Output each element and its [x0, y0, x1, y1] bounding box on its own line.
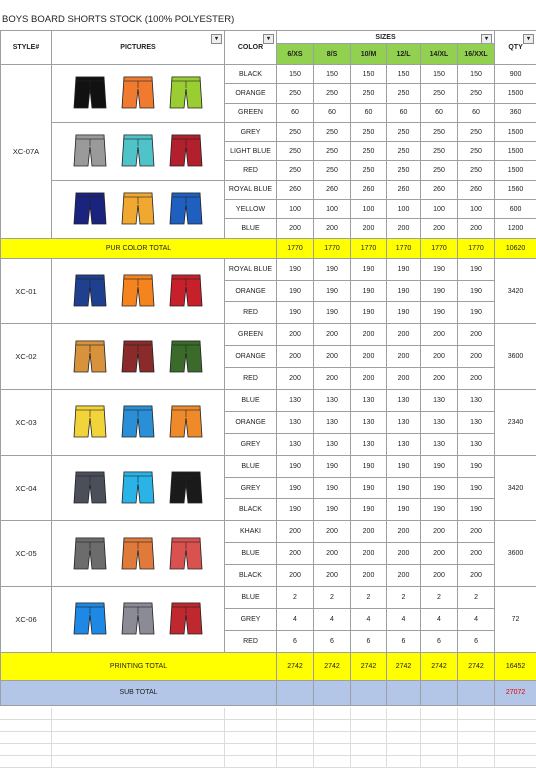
size-cell: 250: [458, 142, 495, 161]
picture-cell: [52, 521, 225, 587]
size-cell: 200: [387, 521, 421, 543]
color-cell: BLUE: [225, 543, 277, 565]
size-cell: 200: [351, 543, 387, 565]
size-cell: 60: [458, 103, 495, 122]
size-cell: 60: [351, 103, 387, 122]
header-sizes: SIZES ▾: [277, 31, 495, 44]
size-cell: 190: [421, 499, 458, 521]
size-cell: 190: [387, 302, 421, 324]
size-cell: 190: [387, 280, 421, 302]
size-cell: 4: [351, 608, 387, 630]
size-cell: 250: [387, 142, 421, 161]
size-cell: 200: [421, 219, 458, 238]
color-cell: LIGHT BLUE: [225, 142, 277, 161]
shorts-image: [169, 273, 203, 309]
shorts-image: [169, 133, 203, 169]
size-cell: 250: [314, 161, 351, 180]
color-cell: GREY: [225, 477, 277, 499]
size-cell: 100: [314, 200, 351, 219]
sub-total-empty: [458, 680, 495, 705]
size-header: 8/S: [314, 44, 351, 65]
size-cell: 200: [458, 521, 495, 543]
size-cell: 130: [277, 433, 314, 455]
size-cell: 130: [314, 390, 351, 412]
size-header: 12/L: [387, 44, 421, 65]
pur-total-cell: 1770: [387, 238, 421, 258]
style-id: XC-01: [1, 258, 52, 324]
size-cell: 200: [421, 368, 458, 390]
size-cell: 250: [387, 84, 421, 103]
size-cell: 190: [421, 258, 458, 280]
qty-cell: 1200: [495, 219, 536, 238]
size-cell: 130: [421, 390, 458, 412]
color-cell: BLUE: [225, 455, 277, 477]
size-cell: 190: [277, 280, 314, 302]
color-cell: RED: [225, 161, 277, 180]
size-cell: 150: [387, 65, 421, 84]
header-qty: QTY ▾: [495, 31, 536, 65]
size-cell: 190: [351, 258, 387, 280]
size-cell: 190: [458, 499, 495, 521]
size-cell: 190: [351, 499, 387, 521]
filter-dropdown-icon[interactable]: ▾: [481, 34, 492, 44]
size-cell: 100: [387, 200, 421, 219]
shorts-image: [73, 339, 107, 375]
size-cell: 190: [277, 258, 314, 280]
shorts-image: [73, 75, 107, 111]
size-cell: 260: [351, 180, 387, 199]
qty-cell: 600: [495, 200, 536, 219]
shorts-image: [169, 75, 203, 111]
color-cell: BLACK: [225, 65, 277, 84]
size-cell: 200: [421, 565, 458, 587]
size-cell: 200: [387, 219, 421, 238]
size-cell: 200: [351, 368, 387, 390]
size-cell: 250: [351, 161, 387, 180]
size-cell: 200: [277, 521, 314, 543]
style-id: XC-02: [1, 324, 52, 390]
qty-cell: 1560: [495, 180, 536, 199]
filter-dropdown-icon[interactable]: ▾: [263, 34, 274, 44]
size-cell: 130: [314, 433, 351, 455]
qty-cell: 900: [495, 65, 536, 84]
shorts-image: [169, 470, 203, 506]
size-cell: 2: [277, 587, 314, 609]
size-cell: 260: [421, 180, 458, 199]
size-cell: 200: [458, 346, 495, 368]
size-cell: 190: [351, 477, 387, 499]
shorts-image: [169, 339, 203, 375]
size-cell: 250: [314, 122, 351, 141]
size-cell: 6: [458, 630, 495, 652]
size-cell: 190: [458, 455, 495, 477]
sheet-title: BOYS BOARD SHORTS STOCK (100% POLYESTER): [2, 14, 235, 25]
qty-cell: 1500: [495, 122, 536, 141]
printing-total-cell: 2742: [387, 652, 421, 680]
size-cell: 250: [421, 84, 458, 103]
size-cell: 130: [387, 390, 421, 412]
size-cell: 100: [421, 200, 458, 219]
color-cell: RED: [225, 368, 277, 390]
header-color: COLOR ▾: [225, 31, 277, 65]
style-id: XC-04: [1, 455, 52, 521]
size-cell: 250: [421, 122, 458, 141]
size-cell: 130: [387, 411, 421, 433]
size-cell: 150: [277, 65, 314, 84]
size-cell: 200: [351, 346, 387, 368]
size-cell: 4: [387, 608, 421, 630]
shorts-image: [73, 470, 107, 506]
size-cell: 190: [421, 455, 458, 477]
style-id: XC-07A: [1, 65, 52, 239]
pur-total-cell: 1770: [421, 238, 458, 258]
size-cell: 190: [277, 302, 314, 324]
pur-total-cell: 1770: [351, 238, 387, 258]
size-cell: 6: [351, 630, 387, 652]
picture-cell: [52, 65, 225, 123]
qty-cell: 3600: [495, 324, 536, 390]
shorts-image: [121, 601, 155, 637]
size-cell: 130: [351, 433, 387, 455]
shorts-image: [121, 191, 155, 227]
size-cell: 190: [314, 302, 351, 324]
size-cell: 100: [351, 200, 387, 219]
color-cell: ORANGE: [225, 346, 277, 368]
size-cell: 190: [351, 280, 387, 302]
size-cell: 200: [421, 346, 458, 368]
qty-cell: 1500: [495, 161, 536, 180]
color-cell: KHAKI: [225, 521, 277, 543]
color-cell: ORANGE: [225, 84, 277, 103]
shorts-image: [121, 536, 155, 572]
size-cell: 200: [351, 219, 387, 238]
color-cell: BLUE: [225, 390, 277, 412]
size-cell: 200: [351, 565, 387, 587]
size-cell: 200: [458, 565, 495, 587]
size-cell: 250: [387, 122, 421, 141]
size-cell: 200: [458, 324, 495, 346]
size-cell: 2: [421, 587, 458, 609]
shorts-image: [73, 536, 107, 572]
shorts-image: [121, 273, 155, 309]
size-cell: 250: [277, 142, 314, 161]
size-cell: 6: [421, 630, 458, 652]
size-cell: 200: [277, 368, 314, 390]
size-cell: 130: [351, 411, 387, 433]
size-cell: 190: [277, 499, 314, 521]
size-cell: 190: [421, 280, 458, 302]
pur-total-label: PUR COLOR TOTAL: [1, 238, 277, 258]
size-cell: 190: [458, 258, 495, 280]
size-cell: 6: [387, 630, 421, 652]
size-header: 16/XXL: [458, 44, 495, 65]
filter-dropdown-icon[interactable]: ▾: [211, 34, 222, 44]
color-cell: BLUE: [225, 219, 277, 238]
size-cell: 150: [421, 65, 458, 84]
size-cell: 190: [277, 455, 314, 477]
pur-total-cell: 1770: [314, 238, 351, 258]
size-cell: 250: [458, 122, 495, 141]
size-cell: 130: [351, 390, 387, 412]
size-cell: 200: [314, 346, 351, 368]
size-cell: 200: [387, 368, 421, 390]
size-cell: 2: [314, 587, 351, 609]
size-cell: 190: [458, 302, 495, 324]
sub-total-empty: [351, 680, 387, 705]
qty-cell: 3420: [495, 258, 536, 324]
size-cell: 200: [458, 368, 495, 390]
size-cell: 190: [314, 477, 351, 499]
size-cell: 250: [314, 84, 351, 103]
pur-total-cell: 1770: [458, 238, 495, 258]
size-cell: 190: [351, 455, 387, 477]
size-cell: 190: [458, 280, 495, 302]
sub-total-empty: [314, 680, 351, 705]
size-cell: 190: [387, 258, 421, 280]
size-cell: 200: [314, 565, 351, 587]
shorts-image: [121, 133, 155, 169]
size-cell: 250: [351, 84, 387, 103]
size-cell: 200: [387, 565, 421, 587]
size-cell: 200: [421, 521, 458, 543]
size-cell: 260: [458, 180, 495, 199]
color-cell: BLACK: [225, 499, 277, 521]
size-cell: 260: [314, 180, 351, 199]
picture-cell: [52, 455, 225, 521]
size-cell: 250: [421, 161, 458, 180]
size-cell: 2: [351, 587, 387, 609]
size-cell: 100: [458, 200, 495, 219]
size-cell: 200: [351, 324, 387, 346]
printing-total-qty: 16452: [495, 652, 536, 680]
shorts-image: [73, 133, 107, 169]
picture-cell: [52, 122, 225, 180]
size-cell: 250: [458, 84, 495, 103]
size-cell: 130: [458, 390, 495, 412]
picture-cell: [52, 390, 225, 456]
size-cell: 130: [458, 411, 495, 433]
color-cell: RED: [225, 302, 277, 324]
size-cell: 250: [277, 161, 314, 180]
header-style: STYLE#: [1, 31, 52, 65]
shorts-image: [73, 404, 107, 440]
size-cell: 130: [421, 433, 458, 455]
picture-cell: [52, 324, 225, 390]
style-id: XC-03: [1, 390, 52, 456]
size-cell: 60: [277, 103, 314, 122]
picture-cell: [52, 587, 225, 653]
shorts-image: [121, 470, 155, 506]
size-cell: 60: [314, 103, 351, 122]
size-cell: 260: [387, 180, 421, 199]
sub-total-label: SUB TOTAL: [1, 680, 277, 705]
size-cell: 250: [387, 161, 421, 180]
size-cell: 200: [421, 324, 458, 346]
size-cell: 4: [314, 608, 351, 630]
sub-total-qty: 27072: [495, 680, 536, 705]
size-cell: 130: [458, 433, 495, 455]
size-cell: 190: [351, 302, 387, 324]
size-cell: 200: [277, 565, 314, 587]
size-header: 6/XS: [277, 44, 314, 65]
size-cell: 4: [277, 608, 314, 630]
printing-total-cell: 2742: [458, 652, 495, 680]
color-cell: ROYAL BLUE: [225, 180, 277, 199]
size-cell: 6: [277, 630, 314, 652]
shorts-image: [169, 404, 203, 440]
size-cell: 190: [314, 258, 351, 280]
shorts-image: [121, 404, 155, 440]
shorts-image: [169, 191, 203, 227]
printing-total-cell: 2742: [351, 652, 387, 680]
sub-total-empty: [421, 680, 458, 705]
color-cell: GREEN: [225, 324, 277, 346]
size-cell: 200: [387, 324, 421, 346]
color-cell: ROYAL BLUE: [225, 258, 277, 280]
size-cell: 250: [351, 142, 387, 161]
shorts-image: [169, 536, 203, 572]
size-cell: 190: [314, 280, 351, 302]
color-cell: RED: [225, 630, 277, 652]
style-id: XC-06: [1, 587, 52, 653]
size-cell: 60: [421, 103, 458, 122]
size-cell: 200: [314, 219, 351, 238]
header-pictures: PICTURES ▾: [52, 31, 225, 65]
size-cell: 190: [277, 477, 314, 499]
size-cell: 6: [314, 630, 351, 652]
size-cell: 150: [314, 65, 351, 84]
size-cell: 260: [277, 180, 314, 199]
sub-total-empty: [387, 680, 421, 705]
size-cell: 130: [314, 411, 351, 433]
size-cell: 200: [458, 543, 495, 565]
shorts-image: [121, 339, 155, 375]
size-cell: 2: [387, 587, 421, 609]
size-cell: 200: [387, 543, 421, 565]
picture-cell: [52, 258, 225, 324]
qty-cell: 3600: [495, 521, 536, 587]
printing-total-cell: 2742: [277, 652, 314, 680]
shorts-image: [169, 601, 203, 637]
size-cell: 250: [421, 142, 458, 161]
stock-table: [0, 30, 536, 706]
color-cell: BLUE: [225, 587, 277, 609]
size-cell: 4: [458, 608, 495, 630]
color-cell: GREY: [225, 608, 277, 630]
size-cell: 190: [458, 477, 495, 499]
size-cell: 130: [421, 411, 458, 433]
size-cell: 200: [421, 543, 458, 565]
sub-total-empty: [277, 680, 314, 705]
size-cell: 150: [458, 65, 495, 84]
picture-cell: [52, 180, 225, 238]
printing-total-cell: 2742: [314, 652, 351, 680]
qty-cell: 1500: [495, 142, 536, 161]
size-cell: 200: [387, 346, 421, 368]
pur-total-cell: 1770: [277, 238, 314, 258]
size-cell: 190: [314, 499, 351, 521]
size-cell: 100: [277, 200, 314, 219]
qty-cell: 1500: [495, 84, 536, 103]
empty-spreadsheet-grid: [0, 708, 536, 768]
size-cell: 250: [277, 122, 314, 141]
size-cell: 250: [458, 161, 495, 180]
size-cell: 200: [314, 324, 351, 346]
size-cell: 250: [351, 122, 387, 141]
size-cell: 200: [277, 324, 314, 346]
qty-cell: 72: [495, 587, 536, 653]
size-cell: 150: [351, 65, 387, 84]
shorts-image: [73, 273, 107, 309]
size-cell: 200: [277, 346, 314, 368]
size-cell: 190: [421, 477, 458, 499]
size-header: 14/XL: [421, 44, 458, 65]
size-cell: 200: [277, 543, 314, 565]
qty-cell: 2340: [495, 390, 536, 456]
size-cell: 190: [387, 477, 421, 499]
style-id: XC-05: [1, 521, 52, 587]
size-cell: 250: [314, 142, 351, 161]
size-cell: 130: [277, 411, 314, 433]
printing-total-cell: 2742: [421, 652, 458, 680]
size-cell: 2: [458, 587, 495, 609]
color-cell: GREEN: [225, 103, 277, 122]
color-cell: ORANGE: [225, 411, 277, 433]
size-cell: 250: [277, 84, 314, 103]
size-cell: 200: [277, 219, 314, 238]
size-cell: 190: [387, 499, 421, 521]
size-cell: 200: [458, 219, 495, 238]
size-cell: 190: [387, 455, 421, 477]
size-cell: 190: [421, 302, 458, 324]
shorts-image: [121, 75, 155, 111]
size-cell: 190: [314, 455, 351, 477]
size-cell: 200: [314, 543, 351, 565]
color-cell: GREY: [225, 433, 277, 455]
color-cell: YELLOW: [225, 200, 277, 219]
size-cell: 130: [387, 433, 421, 455]
qty-cell: 360: [495, 103, 536, 122]
size-cell: 200: [314, 521, 351, 543]
color-cell: GREY: [225, 122, 277, 141]
size-cell: 200: [351, 521, 387, 543]
size-cell: 130: [277, 390, 314, 412]
size-cell: 4: [421, 608, 458, 630]
color-cell: BLACK: [225, 565, 277, 587]
shorts-image: [73, 191, 107, 227]
printing-total-label: PRINTING TOTAL: [1, 652, 277, 680]
shorts-image: [73, 601, 107, 637]
size-cell: 200: [314, 368, 351, 390]
size-header: 10/M: [351, 44, 387, 65]
qty-cell: 3420: [495, 455, 536, 521]
size-cell: 60: [387, 103, 421, 122]
color-cell: ORANGE: [225, 280, 277, 302]
pur-total-qty: 10620: [495, 238, 536, 258]
filter-dropdown-icon[interactable]: ▾: [523, 34, 534, 44]
